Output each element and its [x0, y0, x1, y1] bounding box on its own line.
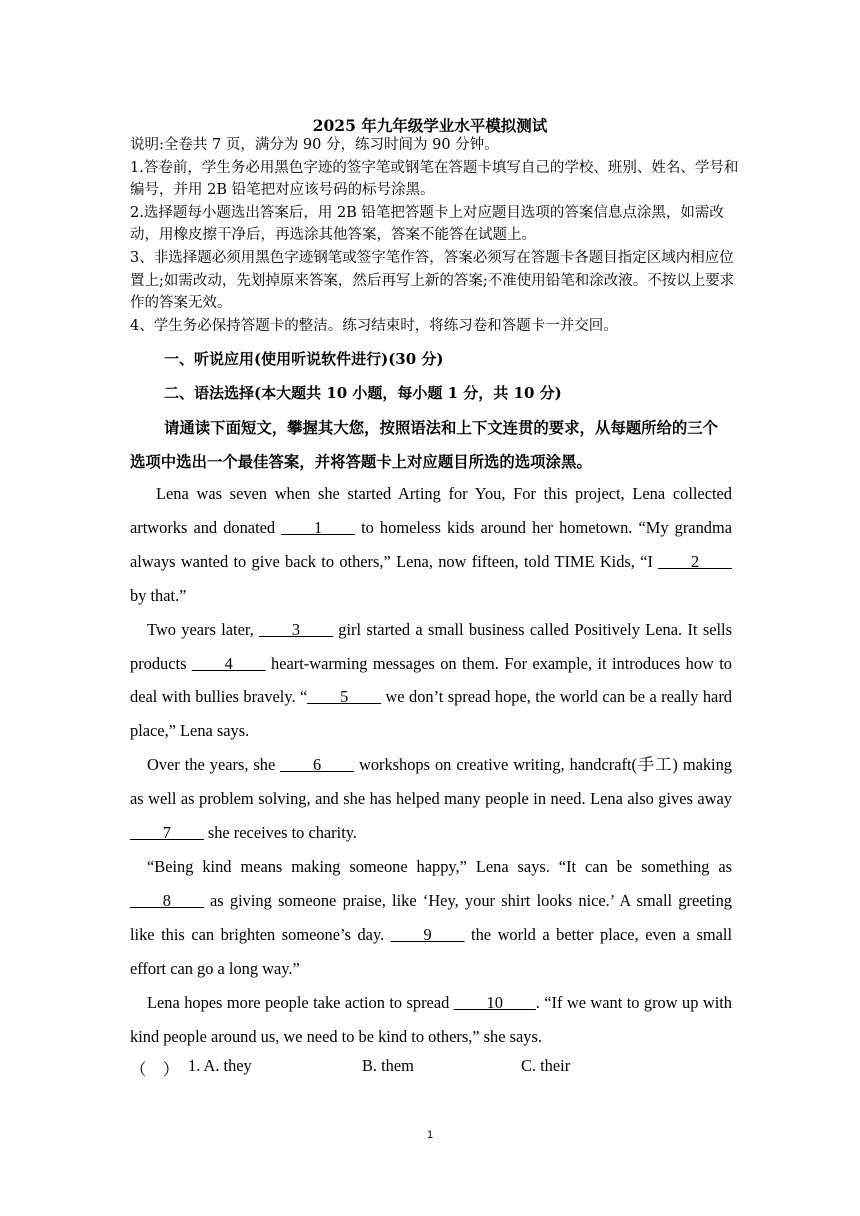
blank-3: ____3____: [259, 619, 333, 639]
passage-text: to homeless kids around her hometown. “My grandma always wanted to give back to others,” Lena, now fifteen, told TIME Kids, “I: [130, 517, 732, 571]
passage-text: she receives to charity.: [203, 823, 357, 843]
instruction-line: 说明:全卷共 7 页，满分为 90 分，练习时间为 90 分钟。: [130, 137, 499, 153]
passage-text: girl started a small business called Positively Lena. It sells products: [130, 619, 732, 673]
passage-text: Lena was seven when she started Arting for You, For this project, Lena collected artworks and donated: [130, 484, 732, 537]
grammar-requirement: [130, 411, 732, 479]
exam-title: 2025 年九年级学业水平模拟测试: [312, 116, 548, 135]
blank-4: ____4____: [191, 653, 266, 673]
passage-paragraph-3: [130, 748, 732, 850]
blank-6: ____6____: [280, 755, 354, 775]
blank-7: ____7____: [130, 823, 204, 843]
option-b: B. them: [362, 1056, 414, 1075]
page-number: 1: [426, 1129, 434, 1141]
passage-text: the world a better place, even a small effort can go a long way.”: [130, 924, 732, 978]
blank-8: ____8____: [130, 890, 204, 910]
passage-text: as giving someone praise, like ‘Hey, your shirt looks nice.’ A small greeting like this can brighten someone’s day.: [130, 890, 732, 944]
instruction-line: 2.选择题每小题选出答案后，用 2B 铅笔把答题卡上对应题目选项的答案信息点涂黑，如需改动，用橡皮擦干净后，再选涂其他答案，答案不能答在试题上。: [130, 204, 724, 244]
passage-paragraph-2: [130, 613, 732, 749]
blank-9: ____9____: [390, 924, 465, 944]
option-c: C. their: [521, 1056, 571, 1075]
answer-bracket[interactable]: （ ）: [130, 1060, 180, 1079]
question-1-options: [130, 1056, 740, 1082]
instruction-line: 4、学生务必保持答题卡的整洁。练习结束时，将练习卷和答题卡一并交回。: [130, 317, 618, 334]
reading-passage: [130, 477, 732, 1053]
passage-paragraph-4: [130, 850, 732, 986]
option-a: 1. A. they: [188, 1056, 252, 1075]
blank-1: ____1____: [281, 517, 355, 537]
instructions: [130, 134, 740, 337]
passage-text: we don’t spread hope, the world can be a really hard place,” Lena says.: [130, 687, 732, 741]
passage-text: Lena hopes more people take action to spread: [147, 992, 454, 1012]
passage-text: workshops on creative writing, handcraft(手工) making as well as problem solving, and she has helped many people in need. Lena also gives away: [130, 755, 732, 809]
blank-10: ____10____: [453, 992, 536, 1012]
passage-text: Two years later,: [147, 619, 260, 639]
blank-2: ____2____: [658, 551, 732, 571]
passage-text: by that.”: [130, 585, 187, 605]
grammar-requirement-text: 请通读下面短文，攀握其大您，按照语法和上下文连贯的要求，从每题所给的三个选项中选出一个最佳答案，并将答题卡上对应题目所选的选项涂黑。: [130, 419, 719, 471]
instruction-line: 3、非选择题必须用黑色字迹钢笔或签字笔作答，答案必须写在答题卡各题目指定区域内相应位置上;如需改动，先划掉原来答案，然后再写上新的答案;不准使用铅笔和涂改液。不按以上要求作的答案无效。: [130, 249, 735, 312]
passage-text: heart-warming messages on them. For example, it introduces how to deal with bullies bravely. “: [130, 653, 733, 707]
passage-text: “Being kind means making someone happy,” Lena says. “It can be something as: [147, 856, 732, 876]
passage-paragraph-5: [130, 986, 732, 1054]
passage-paragraph-1: [130, 477, 732, 613]
blank-5: ____5____: [307, 687, 382, 707]
passage-text: Over the years, she: [147, 755, 281, 775]
section-listening-heading: 一、听说应用(使用听说软件进行)(30 分): [164, 350, 444, 368]
section-grammar-heading: 二、语法选择(本大题共 10 小题，每小题 1 分，共 10 分): [164, 384, 562, 402]
instruction-line: 1.答卷前，学生务必用黑色字迹的签字笔或钢笔在答题卡填写自己的学校、班别、姓名、学号和编号，并用 2B 铅笔把对应该号码的标号涂黑。: [130, 159, 739, 199]
passage-text: . “If we want to grow up with kind people around us, we need to be kind to others,” she says.: [130, 992, 732, 1046]
